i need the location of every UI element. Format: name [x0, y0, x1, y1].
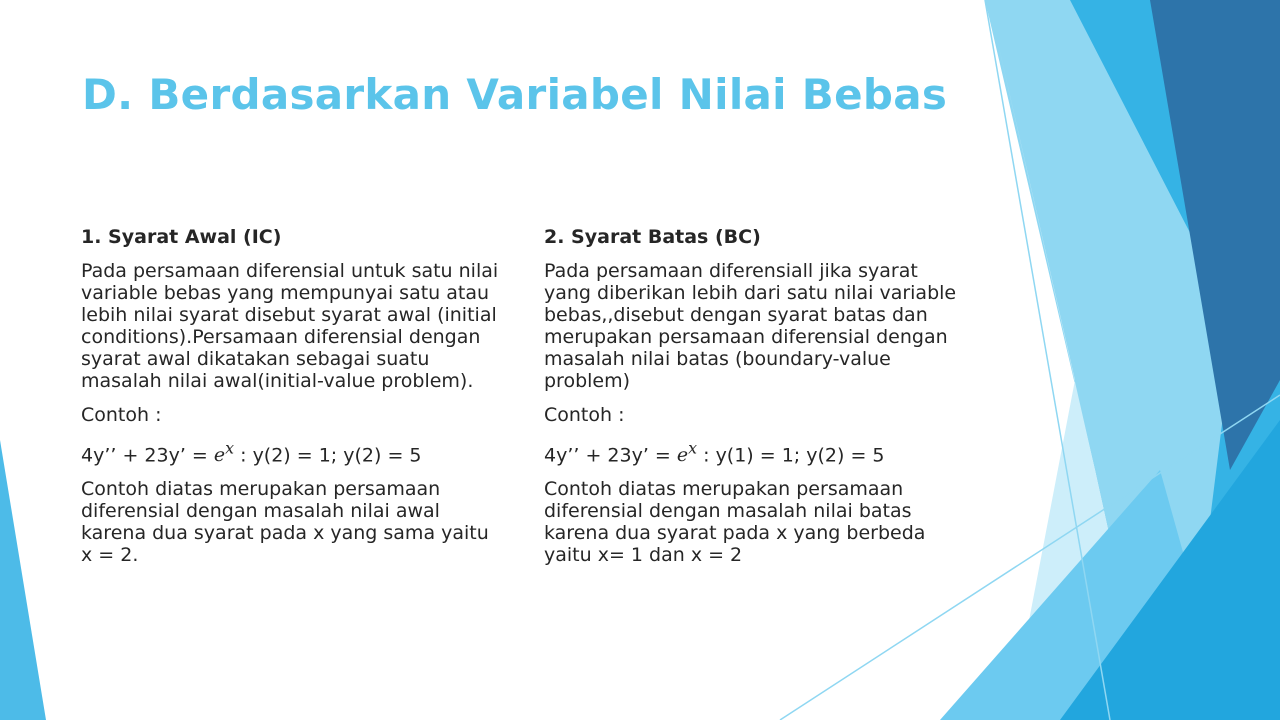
left-heading: 1. Syarat Awal (IC): [81, 226, 282, 248]
right-body: Pada persamaan diferensiall jika syarat yang diberikan lebih dari satu nilai variable bebas,,disebut dengan syarat batas dan merupakan persamaan diferensial dengan masalah nilai batas (boundary-value problem): [544, 260, 957, 392]
left-equation-rhs: : y(2) = 1; y(2) = 5: [240, 444, 422, 467]
right-equation-e: e: [676, 444, 689, 467]
right-column: [544, 226, 964, 578]
right-equation: [544, 438, 964, 466]
right-explanation: Contoh diatas merupakan persamaan diferensial dengan masalah nilai batas karena dua syarat pada x yang berbeda yaitu x= 1 dan x = 2: [544, 478, 926, 567]
left-equation-e: e: [213, 444, 226, 467]
left-equation-lhs: 4y’’ + 23y’ =: [81, 444, 208, 467]
left-edge-shape: [0, 440, 46, 720]
right-contoh-label: Contoh :: [544, 404, 625, 426]
slide-title: D. Berdasarkan Variabel Nilai Bebas: [82, 70, 948, 119]
left-explanation: Contoh diatas merupakan persamaan diferensial dengan masalah nilai awal karena dua syarat pada x yang sama yaitu x = 2.: [81, 478, 489, 567]
right-heading: 2. Syarat Batas (BC): [544, 226, 761, 248]
right-equation-lhs: 4y’’ + 23y’ =: [544, 444, 671, 467]
left-equation: [81, 438, 501, 466]
left-body: Pada persamaan diferensial untuk satu nilai variable bebas yang mempunyai satu atau lebih nilai syarat disebut syarat awal (initial conditions).Persamaan diferensial dengan syarat awal dikatakan sebagai suatu masalah nilai awal(initial-value problem).: [81, 260, 499, 392]
right-equation-exp: [676, 439, 698, 467]
left-equation-exp: [213, 439, 235, 467]
right-equation-rhs: : y(1) = 1; y(2) = 5: [703, 444, 885, 467]
right-equation-sup: x: [688, 439, 698, 458]
left-column: [81, 226, 501, 578]
left-contoh-label: Contoh :: [81, 404, 162, 426]
left-equation-sup: x: [225, 439, 235, 458]
